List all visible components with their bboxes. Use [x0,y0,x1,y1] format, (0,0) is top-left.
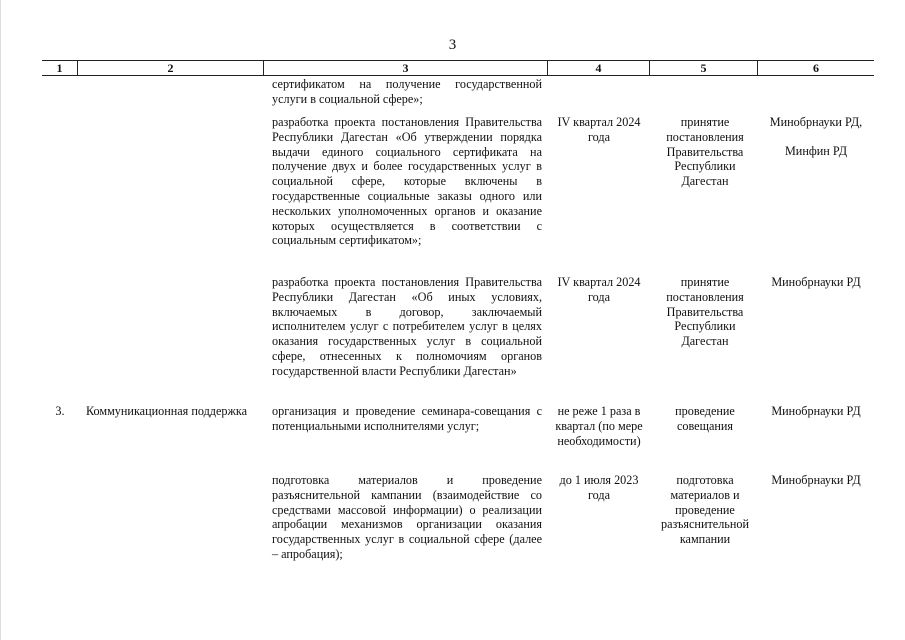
executor-cell: Минобрнауки РД [771,275,861,289]
column-header-6: 6 [813,61,819,75]
term-cell: не реже 1 раза в квартал (по мере необходимости) [555,404,643,448]
activity-cell: подготовка материалов и проведение разъяснительной кампании (взаимодействие со средствами массовой информации) о реализации апробации механизмов организации оказания государственных услуг в социальной сфере (далее – апробация); [272,473,542,561]
executor-cell: Минобрнауки РД [771,404,861,418]
executor-cell: Минобрнауки РД, [769,115,863,129]
term-cell: IV квартал 2024 года [557,115,641,144]
result-cell: принятие постановления Правительства Республики Дагестан [666,115,744,189]
row-number: 3. [55,404,65,418]
term-cell: IV квартал 2024 года [557,275,641,304]
column-header-5: 5 [650,61,758,75]
column-header-1: 1 [42,61,78,75]
scan-edge [0,0,1,640]
header-bottom-border [42,75,874,76]
executor-cell-second: Минфин РД [784,144,848,158]
activity-cell: разработка проекта постановления Правительства Республики Дагестан «Об утверждении порядка выдачи единого социального сертификата на получение двух и более государственных услуг в социальной сфере, которые включены в государственные социальные заказы одного или нескольких уполномоченных органов и оказание которых осуществляется в соответствии с социальным сертификатом»; [272,115,542,248]
activity-cell: сертификатом на получение государственной услуги в социальной сфере»; [272,77,542,106]
executor-cell: Минобрнауки РД [771,473,861,487]
result-cell: подготовка материалов и проведение разъяснительной кампании [661,473,749,547]
result-cell: принятие постановления Правительства Республики Дагестан [666,275,744,349]
column-header-2: 2 [78,61,264,75]
result-cell: проведение совещания [675,404,735,433]
activity-cell: разработка проекта постановления Правительства Республики Дагестан «Об иных условиях, включаемых в договор, заключаемый исполнителем услуг с потребителем услуг в целях оказания государственных услуг в социальной сфере, отнесенных к полномочиям органов государственной власти Республики Дагестан» [272,275,542,378]
page-number: 3 [448,37,457,53]
row-title: Коммуникационная поддержка [86,404,248,418]
column-header-3: 3 [264,61,548,75]
column-header-4: 4 [548,61,650,75]
activity-cell: организация и проведение семинара-совещания с потенциальными исполнителями услуг; [272,404,542,433]
term-cell: до 1 июля 2023 года [559,473,639,502]
